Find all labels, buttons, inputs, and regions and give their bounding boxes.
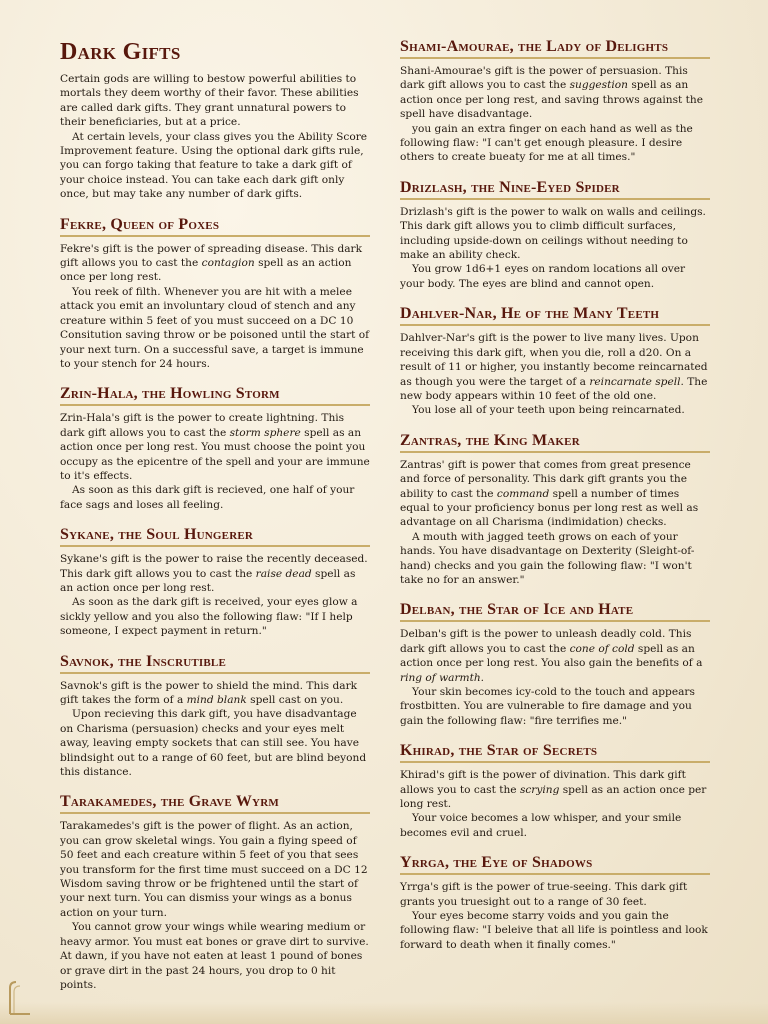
gift-description: Khirad's gift is the power of divination. This dark gift allows you to cast the scrying spell as an action once per long rest. <box>400 769 707 811</box>
intro-section <box>60 72 370 202</box>
left-column <box>60 38 370 1006</box>
spell-name: suggestion <box>569 79 628 92</box>
gift-description: Delban's gift is the power to unleash deadly cold. This dark gift allows you to cast the cone of cold spell as an action once per long rest. You also gain the benefits of a ring of warmth. <box>400 628 703 684</box>
intro-paragraph: Certain gods are willing to bestow powerful abilities to mortals they deem worthy of their favor. These abilities are called dark gifts. They grant unnatural powers to their beneficiaries, but at a price. <box>60 73 359 129</box>
gift-section-savnok <box>60 653 370 780</box>
page-footer-shade <box>0 1002 768 1024</box>
gift-description: Yrrga's gift is the power of true-seeing. This dark gift grants you truesight out to a range of 30 feet. <box>400 881 688 908</box>
spell-name: storm sphere <box>229 426 301 439</box>
gift-flaw: A mouth with jagged teeth grows on each of your hands. You have disadvantage on Dexterity (Sleight-of-hand) checks and you gain the following flaw: "I won't take no for an answer." <box>400 530 695 586</box>
spell-name: cone of cold <box>569 642 635 655</box>
gift-section-sykane <box>60 526 370 638</box>
gift-section-zantras <box>400 432 710 588</box>
gift-heading: Fekre, Queen of Poxes <box>60 216 370 237</box>
gift-description: Dahlver-Nar's gift is the power to live many lives. Upon receiving this dark gift, when you die, roll a d20. On a result of 11 or higher, you instantly become reincarnated as though you were the target of a reincarnate spell. The new body appears within 10 feet of the old one. <box>400 332 708 402</box>
gift-section-zrin-hala <box>60 385 370 512</box>
gift-heading: Savnok, the Inscrutible <box>60 653 370 674</box>
gift-description: Zantras' gift is power that comes from great presence and force of personality. This dark gift grants you the ability to cast the command spell a number of times equal to your proficiency bonus per long rest as well as advantage on all Charisma (indimidation) checks. <box>400 458 699 529</box>
gift-heading: Drizlash, the Nine-Eyed Spider <box>400 179 710 200</box>
gift-heading: Shami-Amourae, the Lady of Delights <box>400 38 710 59</box>
gift-flaw: You grow 1d6+1 eyes on random locations all over your body. The eyes are blind and cannot open. <box>400 263 686 290</box>
gift-flaw: You cannot grow your wings while wearing medium or heavy armor. You must eat bones or grave dirt to survive. At dawn, if you have not eaten at least 1 pound of bones or grave dirt in the past 24 hours, you drop to 0 hit points. <box>60 921 369 991</box>
gift-heading: Sykane, the Soul Hungerer <box>60 526 370 547</box>
gift-flaw: Upon recieving this dark gift, you have disadvantage on Charisma (persuasion) checks and your eyes melt away, leaving empty sockets that can still see. You have blindsight out to a range of 60 feet, but are blind beyond this distance. <box>60 708 367 779</box>
spell-name: scrying <box>519 783 560 796</box>
right-column <box>400 38 710 966</box>
gift-description: Tarakamedes's gift is the power of flight. As an action, you can grow skeletal wings. You gain a flying speed of 50 feet and each creature within 5 feet of you that sees you transform for the first time must succeed on a DC 12 Wisdom saving throw or be frightened until the start of your next turn. You can dismiss your wings as a bonus action on your turn. <box>60 820 368 919</box>
gift-flaw: You lose all of your teeth upon being reincarnated. <box>412 404 685 417</box>
spell-name: reincarnate spell <box>589 375 681 388</box>
gift-section-tarakamedes <box>60 793 370 992</box>
intro-paragraph: At certain levels, your class gives you the Ability Score Improvement feature. Using the optional dark gifts rule, you can forgo taking that feature to take a dark gift of your choice instead. You can take each dark gift only once, but may take any number of dark gifts. <box>60 130 368 201</box>
item-name: ring of warmth <box>400 671 481 684</box>
gift-flaw: Your eyes become starry voids and you gain the following flaw: "I beleive that all life is pointless and look forward to death when it finally comes." <box>400 910 708 951</box>
gift-flaw: Your skin becomes icy-cold to the touch and appears frostbitten. You are vulnerable to fire damage and you gain the following flaw: "fire terrifies me." <box>400 686 695 727</box>
gift-description: Sykane's gift is the power to raise the recently deceased. This dark gift allows you to cast the raise dead spell as an action once per long rest. <box>60 553 368 594</box>
corner-flourish-icon <box>6 978 46 1018</box>
gift-heading: Yrrga, the Eye of Shadows <box>400 854 710 875</box>
gift-section-fekre <box>60 216 370 372</box>
gift-section-drizlash <box>400 179 710 291</box>
gift-section-shami-amourae <box>400 38 710 165</box>
gift-heading: Khirad, the Star of Secrets <box>400 742 710 763</box>
page-title: Dark Gifts <box>60 39 181 65</box>
gift-heading: Zrin-Hala, the Howling Storm <box>60 385 370 406</box>
gift-section-khirad <box>400 742 710 840</box>
spell-name: contagion <box>201 257 255 270</box>
gift-flaw: you gain an extra finger on each hand as well as the following flaw: "I can't get enough pleasure. I desire others to create bueaty for me at all times." <box>400 122 693 164</box>
gift-flaw: As soon as the dark gift is received, your eyes glow a sickly yellow and you also the following flaw: "If I help someone, I expect payment in return." <box>60 596 358 638</box>
gift-section-yrrga <box>400 854 710 952</box>
gift-description: Savnok's gift is the power to shield the mind. This dark gift takes the form of a mind blank spell cast on you. <box>60 679 358 706</box>
gift-heading: Tarakamedes, the Grave Wyrm <box>60 793 370 814</box>
spell-name: raise dead <box>255 567 312 580</box>
gift-description: Drizlash's gift is the power to walk on walls and ceilings. This dark gift allows you to climb difficult surfaces, including upside-down on ceilings without needing to make an ability check. <box>400 205 706 262</box>
spell-name: command <box>496 487 550 500</box>
gift-section-dahlver-nar <box>400 305 710 417</box>
gift-heading: Delban, the Star of Ice and Hate <box>400 601 710 622</box>
gift-heading: Zantras, the King Maker <box>400 432 710 453</box>
gift-flaw: Your voice becomes a low whisper, and your smile becomes evil and cruel. <box>400 812 682 839</box>
gift-description: Shani-Amourae's gift is the power of persuasion. This dark gift allows you to cast the suggestion spell as an action once per long rest, and saving throws against the spell have disadvantage. <box>400 65 704 121</box>
gift-flaw: You reek of filth. Whenever you are hit with a melee attack you emit an involuntary cloud of stench and any creature within 5 feet of you must succeed on a DC 10 Consitution saving throw or be poisoned until the start of your next turn. On a successful save, a target is immune to your stench for 24 hours. <box>60 285 370 370</box>
gift-flaw: As soon as this dark gift is recieved, one half of your face sags and loses all feeling. <box>60 484 355 511</box>
gift-heading: Dahlver-Nar, He of the Many Teeth <box>400 305 710 326</box>
spell-name: mind blank <box>186 694 247 706</box>
gift-description: Fekre's gift is the power of spreading disease. This dark gift allows you to cast the contagion spell as an action once per long rest. <box>60 242 363 284</box>
gift-description: Zrin-Hala's gift is the power to create lightning. This dark gift allows you to cast the storm sphere spell as an action once per long rest. You must choose the point you occupy as the epicentre of the spell and your are immune to it's effects. <box>60 412 370 482</box>
gift-section-delban <box>400 601 710 728</box>
